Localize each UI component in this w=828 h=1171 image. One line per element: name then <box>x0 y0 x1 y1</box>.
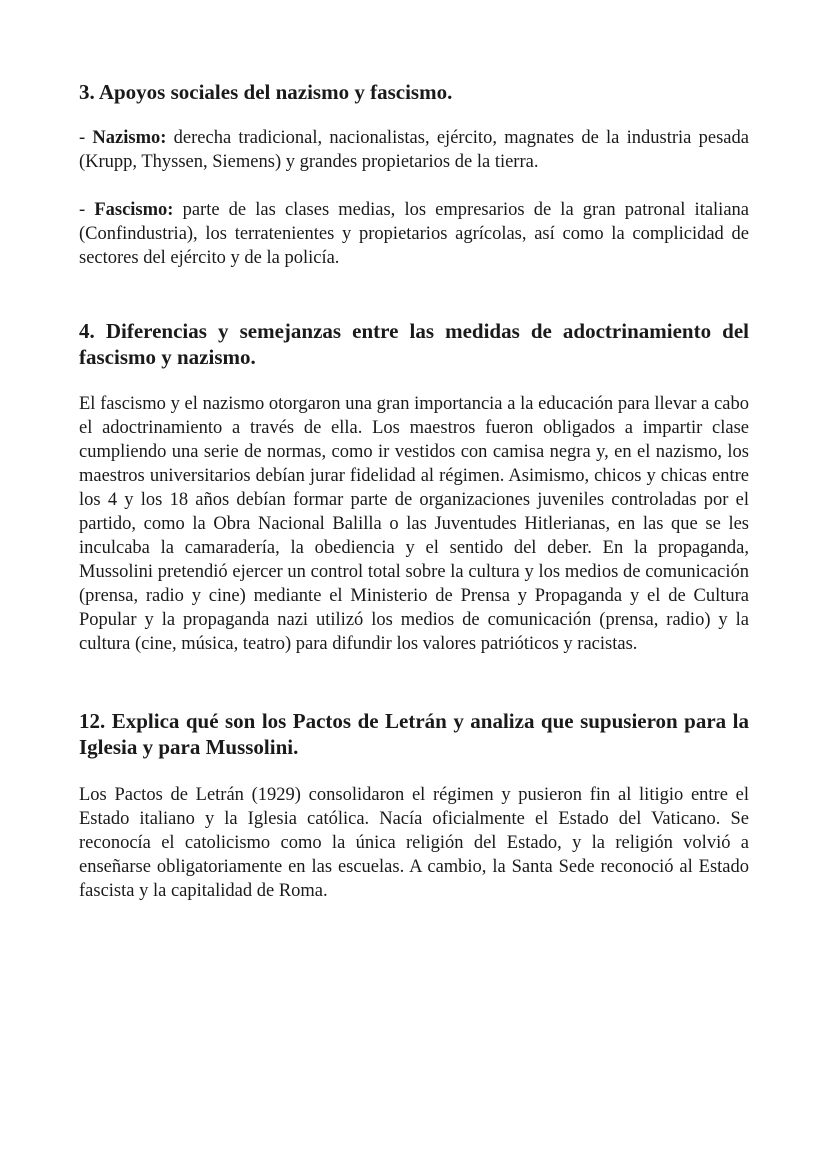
section-heading: 3. Apoyos sociales del nazismo y fascismo. <box>79 80 453 104</box>
fascismo-paragraph <box>79 198 749 270</box>
term-nazismo: Nazismo: <box>92 128 167 148</box>
nazismo-paragraph <box>79 126 749 174</box>
fascismo-text: parte de las clases medias, los empresarios de la gran patronal italiana (Confindustria), los terratenientes y propietarios agrícolas, así como la complicidad de sectores del ejército y de la policía. <box>79 200 749 268</box>
section-apoyos-sociales <box>79 79 749 270</box>
pactos-paragraph: Los Pactos de Letrán (1929) consolidaron el régimen y pusieron fin al litigio entre el Estado italiano y la Iglesia católica. Nacía oficialmente el Estado del Vaticano. Se reconocía el catolicismo como la única religión del Estado, y la religión volvió a enseñarse obligatoriamente en las escuelas. A cambio, la Santa Sede reconoció al Estado fascista y la capitalidad de Roma. <box>79 785 749 901</box>
section-pactos-letran <box>79 708 749 903</box>
section-heading: 12. Explica qué son los Pactos de Letrán y analiza que supusieron para la Iglesia y para Mussolini. <box>79 709 749 759</box>
nazismo-text: derecha tradicional, nacionalistas, ejército, magnates de la industria pesada (Krupp, Thyssen, Siemens) y grandes propietarios de la tierra. <box>79 128 749 172</box>
section-heading: 4. Diferencias y semejanzas entre las medidas de adoctrinamiento del fascismo y nazismo. <box>79 319 749 369</box>
list-dash: - <box>79 128 93 148</box>
term-fascismo: Fascismo: <box>94 200 174 220</box>
adoctrinamiento-paragraph: El fascismo y el nazismo otorgaron una gran importancia a la educación para llevar a cabo el adoctrinamiento a través de ella. Los maestros fueron obligados a impartir clase cumpliendo una serie de normas, como ir vestidos con camisa negra y, en el nazismo, los maestros universitarios debían jurar fidelidad al régimen. Asimismo, chicos y chicas entre los 4 y los 18 años debían formar parte de organizaciones juveniles controladas por el partido, como la Obra Nacional Balilla o las Juventudes Hitlerianas, en las que se les inculcaba la camaradería, la obediencia y el sentido del deber. En la propaganda, Mussolini pretendió ejercer un control total sobre la cultura y los medios de comunicación (prensa, radio y cine) mediante el Ministerio de Prensa y Propaganda y el de Cultura Popular y la propaganda nazi utilizó los medios de comunicación (prensa, radio) y la cultura (cine, música, teatro) para difundir los valores patrióticos y racistas. <box>79 394 749 654</box>
list-dash: - <box>79 200 95 220</box>
section-adoctrinamiento <box>79 318 749 656</box>
